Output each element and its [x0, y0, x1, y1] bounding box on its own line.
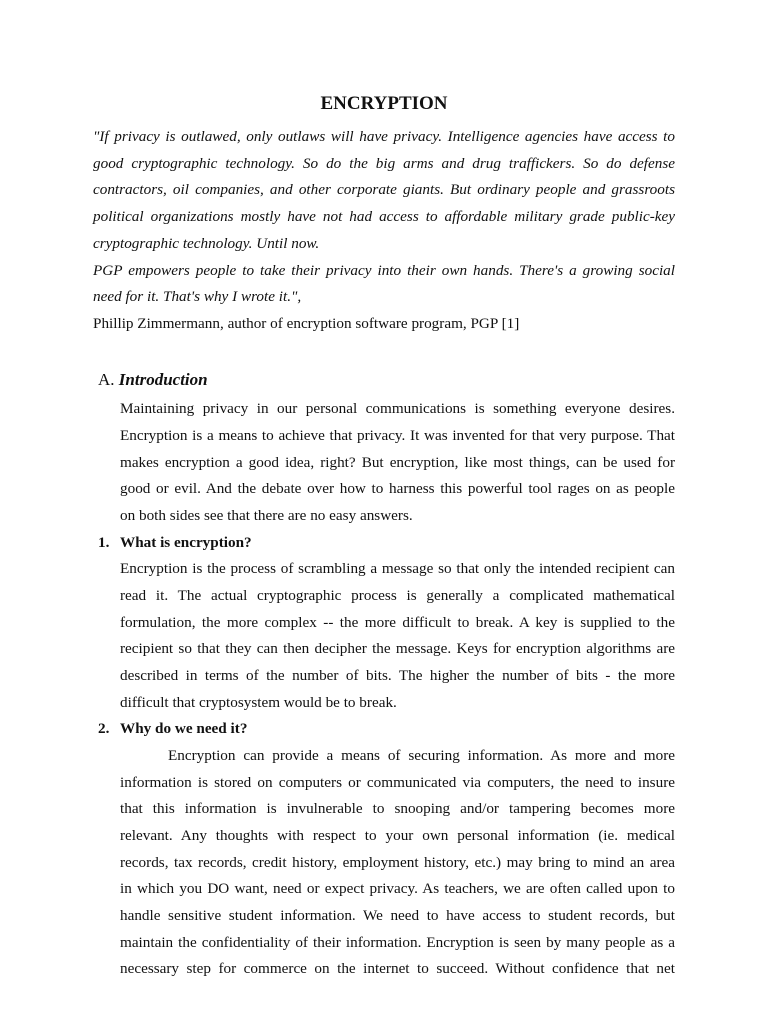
paragraph-line: makes encryption a good idea, right? But encryption, like most things, can be used for [120, 454, 675, 471]
document-title: ENCRYPTION [320, 93, 448, 114]
paragraph-line: handle sensitive student information. We need to have access to student records, but [120, 907, 675, 924]
section-heading [98, 369, 208, 391]
quote-line: need for it. That's why I wrote it.", [93, 288, 302, 305]
paragraph-line: on both sides see that there are no easy answers. [120, 507, 413, 524]
list-number: 1. [98, 534, 110, 551]
paragraph-line: in which you DO want, need or expect privacy. As teachers, we are often called upon to [120, 880, 675, 897]
quote-line: political organizations mostly have not had access to affordable military grade public-key [93, 208, 675, 225]
paragraph-line: Maintaining privacy in our personal communications is something everyone desires. [120, 400, 675, 417]
paragraph-line: recipient so that they can then decipher the message. Keys for encryption algorithms are [120, 640, 675, 657]
list-heading: What is encryption? [120, 534, 252, 551]
paragraph-line: good or evil. And the debate over how to harness this powerful tool rages on as people [120, 480, 675, 497]
paragraph-line: read it. The actual cryptographic process is generally a complicated mathematical [120, 587, 675, 604]
paragraph-line: Encryption is a means to achieve that privacy. It was invented for that very purpose. That [120, 427, 675, 444]
list-number: 2. [98, 720, 110, 737]
paragraph-line: Encryption is the process of scrambling a message so that only the intended recipient can [120, 560, 675, 577]
quote-line: contractors, oil companies, and other corporate giants. But ordinary people and grassroots [93, 181, 675, 198]
quote-line: "If privacy is outlawed, only outlaws will have privacy. Intelligence agencies have access to [93, 128, 675, 145]
paragraph-line: necessary step for commerce on the internet to succeed. Without confidence that net [120, 960, 675, 977]
list-heading: Why do we need it? [120, 720, 248, 737]
paragraph-line: information is stored on computers or communicated via computers, the need to insure [120, 774, 675, 791]
quote-line: cryptographic technology. Until now. [93, 235, 320, 252]
quote-line: good cryptographic technology. So do the big arms and drug traffickers. So do defense [93, 155, 675, 172]
paragraph-line: difficult that cryptosystem would be to break. [120, 694, 397, 711]
section-letter: A. [98, 370, 115, 389]
quote-line: PGP empowers people to take their privacy into their own hands. There's a growing social [93, 262, 675, 279]
section-title: Introduction [118, 370, 208, 389]
paragraph-line: that this information is invulnerable to snooping and/or tampering becomes more [120, 800, 675, 817]
quote-attribution: Phillip Zimmermann, author of encryption software program, PGP [1] [93, 315, 520, 332]
paragraph-line: formulation, the more complex -- the more difficult to break. A key is supplied to the [120, 614, 675, 631]
paragraph-line: Encryption can provide a means of securing information. As more and more [168, 747, 675, 764]
paragraph-line: maintain the confidentiality of their information. Encryption is seen by many people as a [120, 934, 675, 951]
paragraph-line: described in terms of the number of bits. The higher the number of bits - the more [120, 667, 675, 684]
paragraph-line: relevant. Any thoughts with respect to your own personal information (ie. medical [120, 827, 675, 844]
paragraph-line: records, tax records, credit history, employment history, etc.) may bring to mind an area [120, 854, 675, 871]
